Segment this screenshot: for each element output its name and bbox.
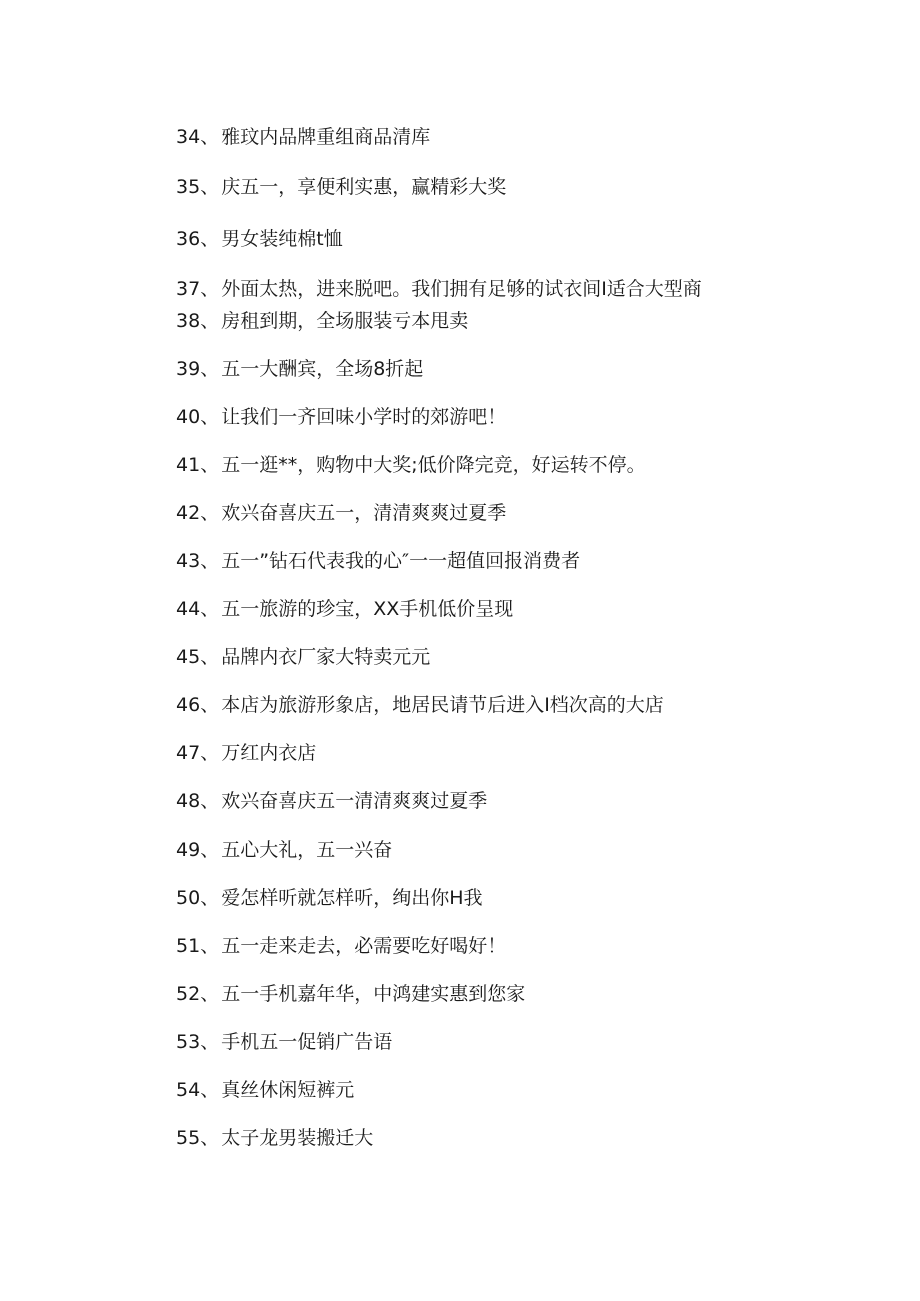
list-item <box>176 693 664 717</box>
item-text: 品牌内衣厂家大特卖元元 <box>221 646 431 668</box>
item-text: 庆五一，享便利实惠，赢精彩大奖 <box>221 176 507 198</box>
item-number: 49 <box>176 839 201 861</box>
item-text: 五一”钻石代表我的心″一一超值回报消费者 <box>221 550 581 572</box>
item-number: 46 <box>176 694 201 716</box>
item-separator: 、 <box>200 278 220 300</box>
item-text: 五一旅游的珍宝，XX手机低价呈现 <box>221 598 514 620</box>
item-text: 万红内衣店 <box>221 742 317 764</box>
list-item <box>176 501 506 525</box>
list-item <box>176 125 430 149</box>
item-text: 男女装纯棉t恤 <box>221 228 343 250</box>
item-number: 39 <box>176 358 201 380</box>
item-text: 本店为旅游形象店，地居民请节后进入I档次高的大店 <box>221 694 664 716</box>
item-number: 47 <box>176 742 201 764</box>
item-number: 37 <box>176 278 201 300</box>
item-number: 53 <box>176 1031 201 1053</box>
item-separator: 、 <box>200 310 220 332</box>
item-text: 五一大酬宾，全场8折起 <box>221 358 424 380</box>
list-item <box>176 453 646 477</box>
item-number: 38 <box>176 310 201 332</box>
list-item <box>176 277 702 301</box>
item-text: 雅玟内品牌重组商品清库 <box>221 126 431 148</box>
item-text: 手机五一促销广告语 <box>221 1031 393 1053</box>
item-separator: 、 <box>200 454 220 476</box>
list-item <box>176 1030 392 1054</box>
item-number: 43 <box>176 550 201 572</box>
item-number: 40 <box>176 406 201 428</box>
item-number: 45 <box>176 646 201 668</box>
item-separator: 、 <box>200 839 220 861</box>
item-text: 五心大礼，五一兴奋 <box>221 839 393 861</box>
item-text: 让我们一齐回味小学时的郊游吧！ <box>221 406 507 428</box>
item-number: 44 <box>176 598 201 620</box>
item-separator: 、 <box>200 935 220 957</box>
item-number: 34 <box>176 126 201 148</box>
item-separator: 、 <box>200 598 220 620</box>
item-separator: 、 <box>200 176 220 198</box>
item-separator: 、 <box>200 550 220 572</box>
list-item <box>176 789 487 813</box>
item-number: 35 <box>176 176 201 198</box>
item-text: 欢兴奋喜庆五一，清清爽爽过夏季 <box>221 502 507 524</box>
list-item <box>176 405 506 429</box>
item-separator: 、 <box>200 646 220 668</box>
list-item <box>176 741 316 765</box>
list-item <box>176 886 483 910</box>
item-text: 爱怎样听就怎样听，绚出你H我 <box>221 887 483 909</box>
item-text: 欢兴奋喜庆五一清清爽爽过夏季 <box>221 790 488 812</box>
item-separator: 、 <box>200 406 220 428</box>
item-separator: 、 <box>200 887 220 909</box>
item-separator: 、 <box>200 742 220 764</box>
item-text: 房租到期，全场服装亏本甩卖 <box>221 310 469 332</box>
item-separator: 、 <box>200 502 220 524</box>
list-item <box>176 309 468 333</box>
item-separator: 、 <box>200 790 220 812</box>
item-number: 55 <box>176 1127 201 1149</box>
list-item <box>176 597 513 621</box>
list-item <box>176 982 525 1006</box>
list-item <box>176 1126 373 1150</box>
item-text: 五一逛**，购物中大奖;低价降完竞，好运转不停。 <box>221 454 646 476</box>
item-text: 五一手机嘉年华，中鸿建实惠到您家 <box>221 983 526 1005</box>
item-number: 52 <box>176 983 201 1005</box>
item-number: 51 <box>176 935 201 957</box>
item-text: 五一走来走去，必需要吃好喝好！ <box>221 935 507 957</box>
item-number: 42 <box>176 502 201 524</box>
list-item <box>176 645 430 669</box>
item-text: 太子龙男装搬迁大 <box>221 1127 374 1149</box>
item-separator: 、 <box>200 1079 220 1101</box>
list-item <box>176 549 580 573</box>
item-separator: 、 <box>200 126 220 148</box>
list-item <box>176 227 343 251</box>
item-number: 50 <box>176 887 201 909</box>
item-separator: 、 <box>200 694 220 716</box>
item-separator: 、 <box>200 1127 220 1149</box>
item-separator: 、 <box>200 228 220 250</box>
item-separator: 、 <box>200 1031 220 1053</box>
item-number: 48 <box>176 790 201 812</box>
item-number: 36 <box>176 228 201 250</box>
list-item <box>176 838 392 862</box>
item-text: 真丝休闲短裤元 <box>221 1079 355 1101</box>
item-number: 41 <box>176 454 201 476</box>
item-text: 外面太热，进来脱吧。我们拥有足够的试衣间I适合大型商 <box>221 278 702 300</box>
item-separator: 、 <box>200 983 220 1005</box>
item-number: 54 <box>176 1079 201 1101</box>
list-item <box>176 1078 354 1102</box>
list-item <box>176 934 506 958</box>
list-item <box>176 175 506 199</box>
list-item <box>176 357 423 381</box>
item-separator: 、 <box>200 358 220 380</box>
